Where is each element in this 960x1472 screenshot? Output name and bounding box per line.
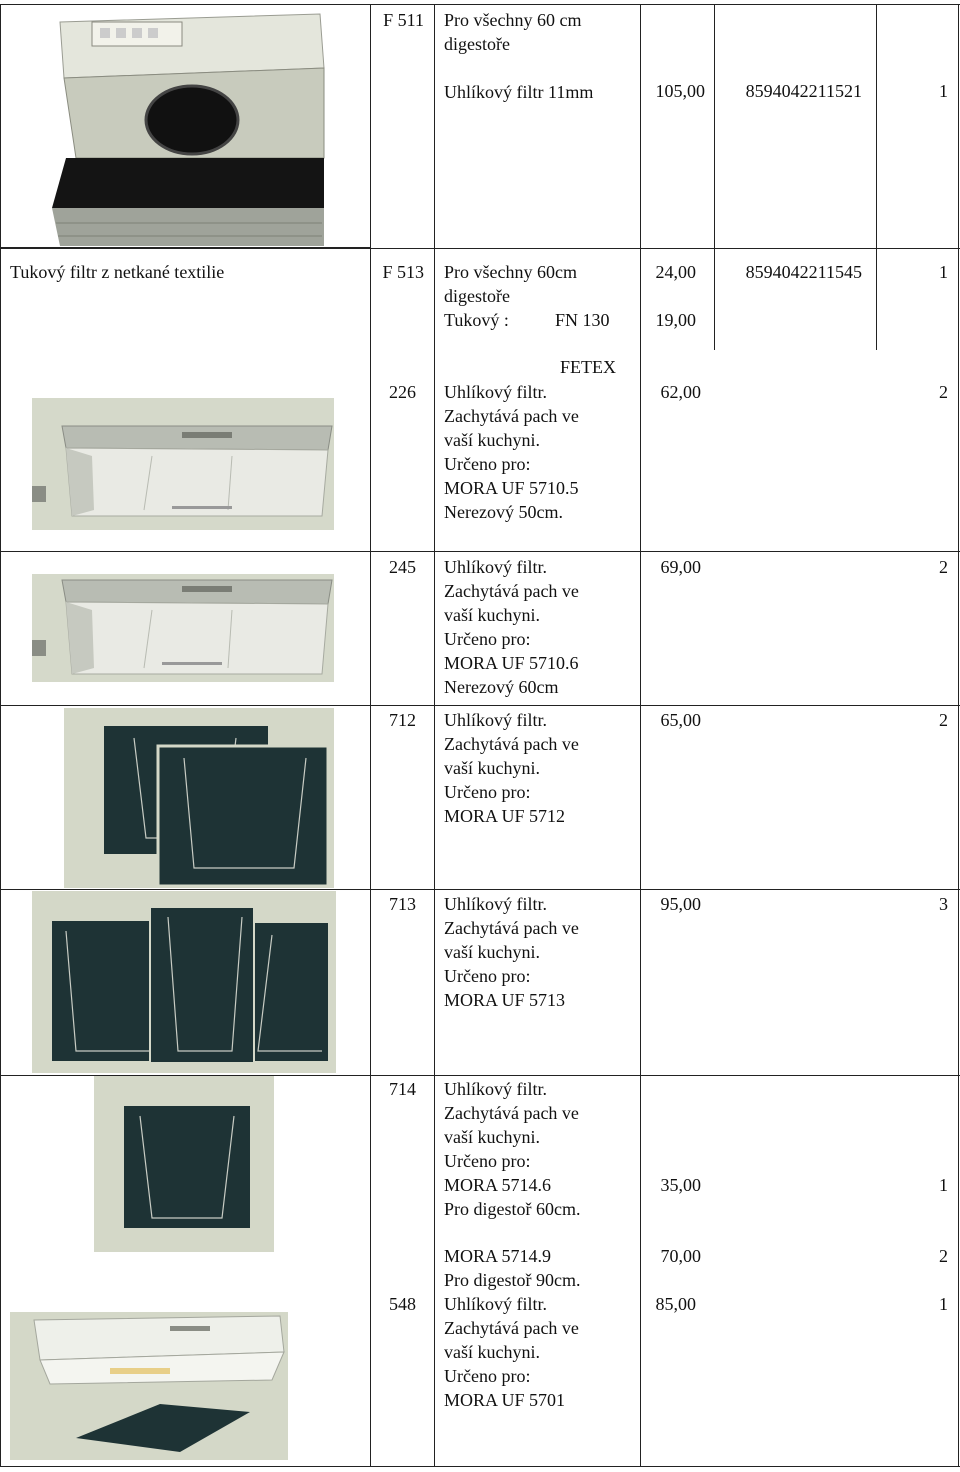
desc-line: vaší kuchyni. [444, 1127, 540, 1147]
product-description [444, 892, 579, 1012]
range-hood-flat-filter-image [10, 1312, 288, 1460]
quantity: 2 [939, 382, 948, 402]
product-code: F 511 [383, 10, 424, 30]
desc-line: digestoře [444, 286, 510, 306]
desc-line [444, 56, 593, 80]
desc-line: MORA UF 5713 [444, 990, 566, 1010]
three-carbon-filter-pads-image [32, 891, 336, 1073]
desc-line: digestoře [444, 34, 510, 54]
desc-line: Zachytává pach ve [444, 1318, 579, 1338]
product-description [444, 8, 593, 104]
col-divider [0, 4, 1, 1466]
desc-line: Uhlíkový filtr. [444, 894, 547, 914]
quantity: 1 [939, 262, 948, 282]
desc-line: Uhlíkový filtr. [444, 710, 547, 730]
desc-line: Zachytává pach ve [444, 1103, 579, 1123]
product-description [444, 555, 579, 699]
price: 85,00 [655, 1294, 696, 1314]
row-divider [0, 551, 960, 552]
desc-line: vaší kuchyni. [444, 942, 540, 962]
desc-line: Zachytává pach ve [444, 734, 579, 754]
price: 65,00 [660, 710, 701, 730]
desc-line: vaší kuchyni. [444, 1342, 540, 1362]
stainless-range-hood-image [32, 574, 334, 682]
desc-line: Uhlíkový filtr 11mm [444, 82, 594, 102]
quantity: 1 [939, 81, 948, 101]
row-divider [0, 705, 960, 706]
col-divider [370, 4, 371, 1466]
table-border-bottom [0, 1466, 960, 1467]
col-divider [876, 4, 877, 350]
ean-code: 8594042211545 [745, 262, 862, 282]
product-code: 226 [389, 382, 416, 402]
desc-line: vaší kuchyni. [444, 430, 540, 450]
variant-quantity: 2 [939, 1246, 948, 1266]
quantity: 2 [939, 710, 948, 730]
desc-line: Pro digestoř 60cm. [444, 1199, 581, 1219]
quantity: 3 [939, 894, 948, 914]
brand-label: FETEX [560, 357, 616, 377]
desc-line: Pro všechny 60cm [444, 262, 577, 282]
desc-line: MORA UF 5710.5 [444, 478, 579, 498]
desc-line: Určeno pro: [444, 966, 531, 986]
desc-line: Uhlíkový filtr. [444, 382, 547, 402]
desc-line: Určeno pro: [444, 1151, 531, 1171]
filter-type-label: Tukový : [444, 310, 509, 330]
desc-line: Určeno pro: [444, 454, 531, 474]
product-description [444, 1077, 581, 1221]
desc-line: Nerezový 50cm. [444, 502, 563, 522]
row-divider [0, 248, 960, 249]
desc-line: vaší kuchyni. [444, 605, 540, 625]
col-divider [714, 4, 715, 350]
desc-line: Zachytává pach ve [444, 581, 579, 601]
desc-line: Zachytává pach ve [444, 406, 579, 426]
price: 105,00 [655, 81, 705, 101]
col-divider [958, 4, 959, 1466]
desc-line: Pro digestoř 90cm. [444, 1270, 581, 1290]
product-code: 245 [389, 557, 416, 577]
quantity: 1 [939, 1294, 948, 1314]
product-name: Tukový filtr z netkané textilie [10, 262, 225, 282]
product-code: 714 [389, 1079, 416, 1099]
product-code: 713 [389, 894, 416, 914]
variant-price: 70,00 [660, 1246, 701, 1266]
price-bottom: 19,00 [655, 310, 696, 330]
quantity: 1 [939, 1175, 948, 1195]
desc-line: Nerezový 60cm [444, 677, 559, 697]
product-variant-description [444, 1244, 581, 1292]
price-top: 24,00 [655, 262, 696, 282]
desc-line: Určeno pro: [444, 1366, 531, 1386]
desc-line: Uhlíkový filtr. [444, 1079, 547, 1099]
product-description [444, 380, 579, 524]
desc-line: MORA UF 5712 [444, 806, 566, 826]
desc-line: MORA 5714.6 [444, 1175, 552, 1195]
price: 62,00 [660, 382, 701, 402]
quantity: 2 [939, 557, 948, 577]
desc-line: MORA UF 5701 [444, 1390, 566, 1410]
single-carbon-filter-pad-image [94, 1076, 274, 1252]
table-border-top [0, 4, 960, 5]
product-description [444, 708, 579, 828]
desc-line: Určeno pro: [444, 782, 531, 802]
price: 35,00 [660, 1175, 701, 1195]
desc-line: Uhlíkový filtr. [444, 557, 547, 577]
desc-line: MORA 5714.9 [444, 1246, 552, 1266]
product-code: 712 [389, 710, 416, 730]
desc-line: MORA UF 5710.6 [444, 653, 579, 673]
row-divider [0, 889, 960, 890]
product-code: 548 [389, 1294, 416, 1314]
two-carbon-filter-pads-image [64, 708, 334, 888]
stainless-range-hood-image [32, 398, 334, 530]
product-description [444, 1292, 579, 1412]
desc-line: Uhlíkový filtr. [444, 1294, 547, 1314]
filter-type-value: FN 130 [555, 310, 610, 330]
desc-line: Určeno pro: [444, 629, 531, 649]
price: 69,00 [660, 557, 701, 577]
desc-line: vaší kuchyni. [444, 758, 540, 778]
ean-code: 8594042211521 [745, 81, 862, 101]
product-code: F 513 [382, 262, 424, 282]
desc-line: Pro všechny 60 cm [444, 10, 582, 30]
desc-line: Zachytává pach ve [444, 918, 579, 938]
col-divider [434, 4, 435, 1466]
price: 95,00 [660, 894, 701, 914]
product-description [444, 260, 577, 308]
range-hood-round-filter-image [52, 8, 328, 246]
